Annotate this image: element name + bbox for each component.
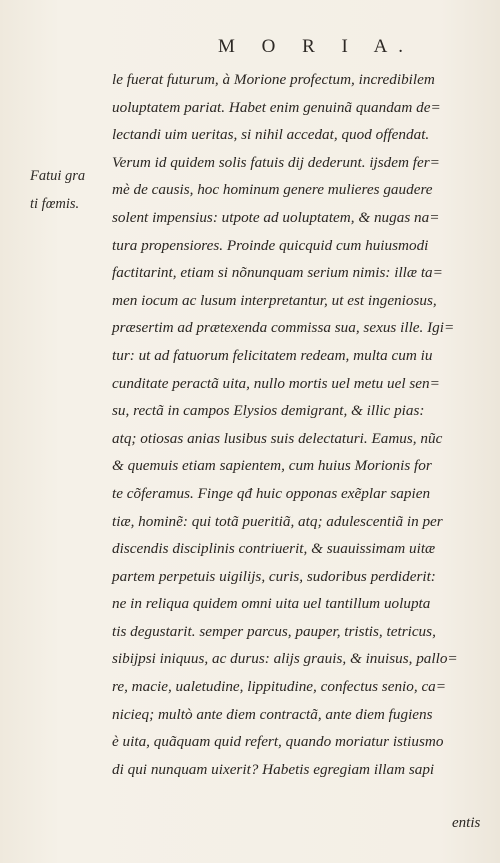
- text-line: di qui nunquam uixerit? Habetis egregiam illam sapi: [112, 760, 435, 778]
- marginal-note-line: ti fœmis.: [30, 195, 80, 212]
- text-line: re, macie, ualetudine, lippitudine, confectus senio, ca=: [112, 678, 447, 696]
- text-line: tura propensiores. Proinde quicquid cum huiusmodi: [112, 236, 429, 254]
- text-line: uoluptatem pariat. Habet enim genuinã quandam de=: [112, 98, 441, 116]
- marginal-note: [30, 163, 85, 218]
- text-line: solent impensius: utpote ad uoluptatem, & nugas na=: [112, 208, 440, 226]
- text-line: tiæ, hominẽ: qui totã pueritiã, atq; adulescentiã in per: [112, 512, 443, 530]
- text-line: sibijpsi iniquus, ac durus: alijs grauis, & inuisus, pallo=: [112, 650, 458, 668]
- text-line: è uita, quãquam quid refert, quando moriatur istiusmo: [112, 733, 444, 751]
- running-head: M O R I A.: [218, 36, 415, 57]
- marginal-note-line: Fatui gra: [30, 168, 86, 184]
- text-line: tis degustarit. semper parcus, pauper, tristis, tetricus,: [112, 622, 436, 640]
- text-line: discendis disciplinis contriuerit, & suauissimam uitæ: [112, 540, 436, 558]
- text-line: Verum id quidem solis fatuis dij dederunt. ijsdem fer=: [112, 153, 440, 171]
- body-text: [112, 66, 484, 783]
- text-line: te cõferamus. Finge qđ huic opponas exẽplar sapien: [112, 484, 431, 502]
- text-line: mè de causis, hoc hominum genere mulieres gaudere: [112, 181, 433, 199]
- text-line: tur: ut ad fatuorum felicitatem redeam, multa cum iu: [112, 346, 433, 364]
- catchword: entis: [452, 815, 481, 831]
- text-line: præsertim ad prætexenda commissa sua, sexus ille. Igi=: [112, 319, 455, 337]
- text-line: su, rectã in campos Elysios demigrant, & illic pias:: [112, 402, 425, 420]
- text-line: nicieq; multò ante diem contractã, ante diem fugiens: [112, 705, 433, 723]
- text-line: cunditate peractã uita, nullo mortis uel metu uel sen=: [112, 374, 440, 392]
- text-line: factitarint, etiam si nõnunquam serium nimis: illæ ta=: [112, 264, 443, 282]
- text-line: & quemuis etiam sapientem, cum huius Morionis for: [112, 457, 432, 475]
- text-line: le fuerat futurum, à Morione profectum, incredibilem: [112, 71, 435, 88]
- text-line: partem perpetuis uigilijs, curis, sudoribus perdiderit:: [112, 567, 436, 585]
- text-line: lectandi uim ueritas, si nihil accedat, quod offendat.: [112, 126, 430, 144]
- text-line: atq; otiosas anias lusibus suis delectaturi. Eamus, nũc: [112, 429, 443, 447]
- text-line: men iocum ac lusum interpretantur, ut est ingeniosus,: [112, 291, 437, 309]
- text-line: ne in reliqua quidem omni uita uel tantillum uolupta: [112, 595, 431, 613]
